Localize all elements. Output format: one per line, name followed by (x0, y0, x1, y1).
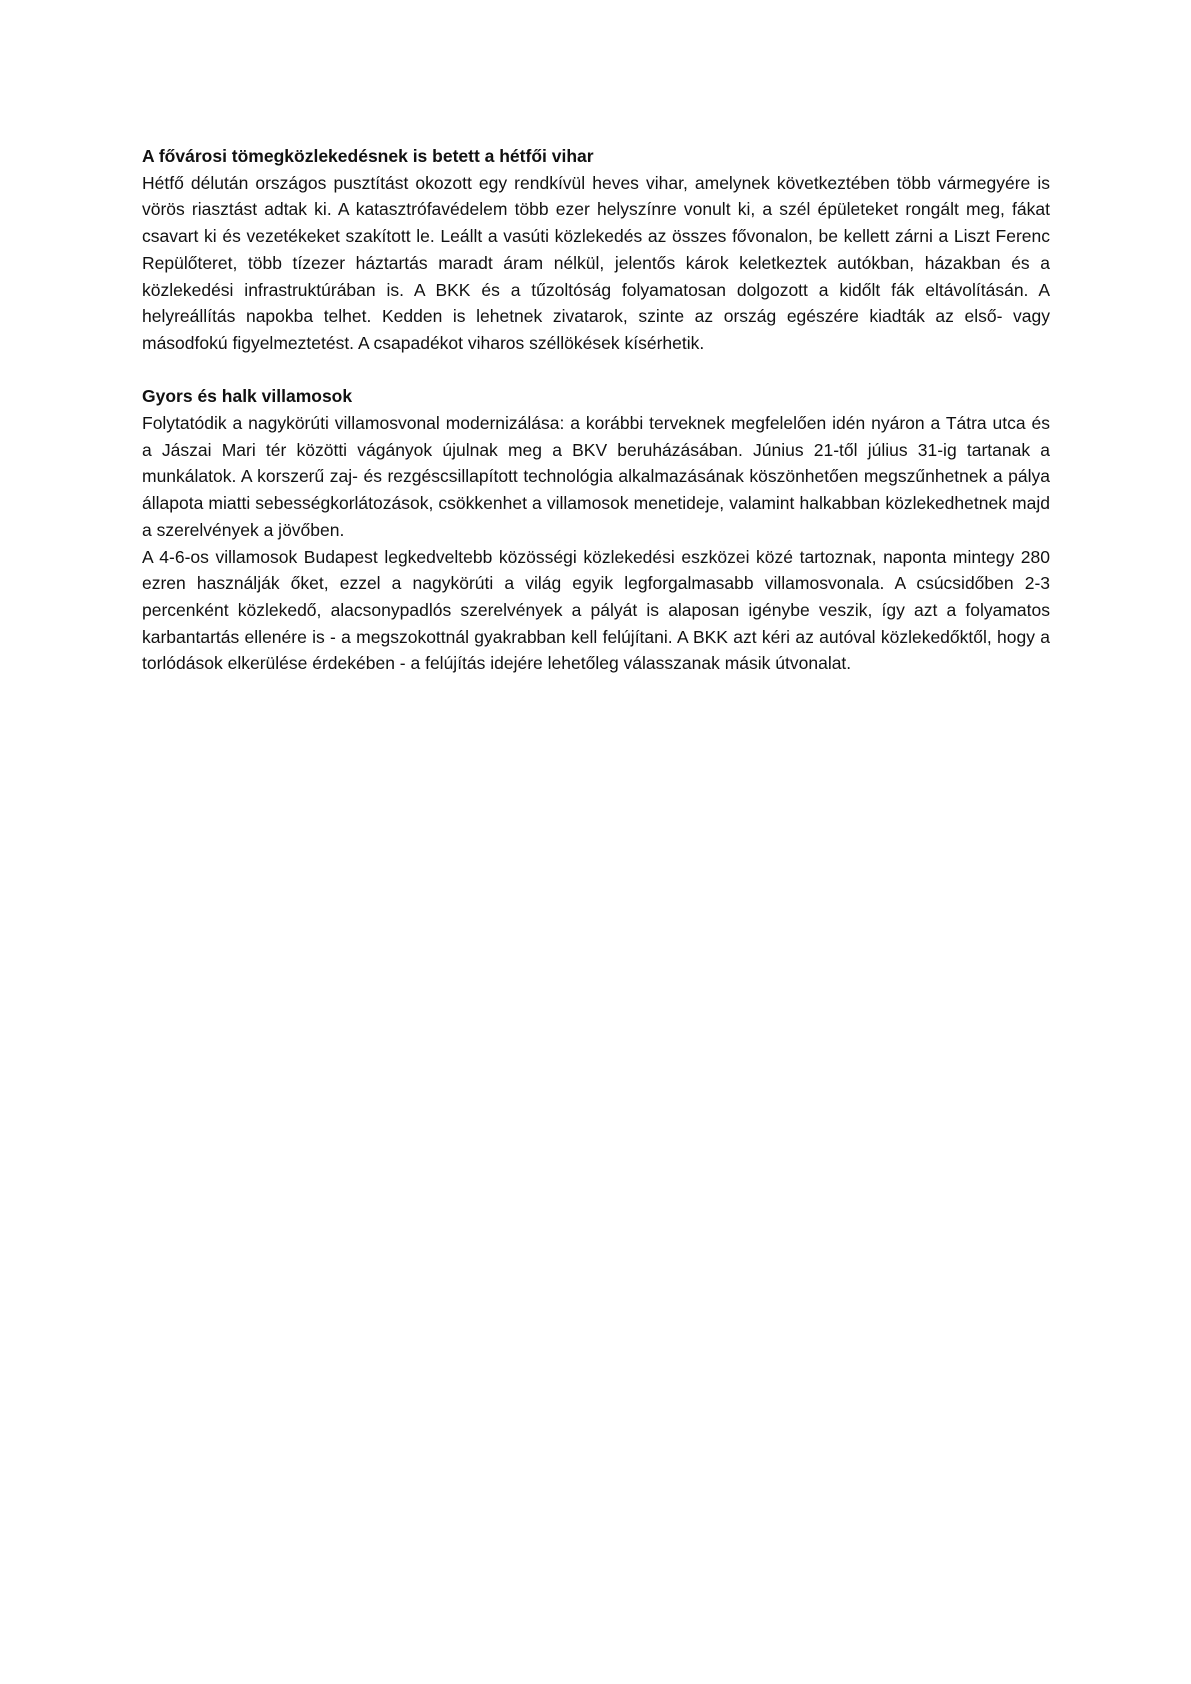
article-title: A fővárosi tömegközlekedésnek is betett a hétfői vihar (142, 146, 594, 166)
article-paragraph: Folytatódik a nagykörúti villamosvonal modernizálása: a korábbi terveknek megfelelően idén nyáron a Tátra utca és a Jászai Mari tér közötti vágányok újulnak meg a BKV beruházásában. Június 21-től július 31-ig tartanak a munkálatok. A korszerű zaj- és rezgéscsillapított technológia alkalmazásának köszönhetően megszűnhetnek a pálya állapota miatti sebességkorlátozások, csökkenhet a villamosok menetideje, valamint halkabban közlekedhetnek majd a szerelvények a jövőben. (142, 413, 1050, 540)
article-storm (142, 143, 1050, 357)
article-tram (142, 383, 1050, 677)
article-paragraph: Hétfő délután országos pusztítást okozott egy rendkívül heves vihar, amelynek következtében több vármegyére is vörös riasztást adtak ki. A katasztrófavédelem több ezer helyszínre vonult ki, a szél épületeket rongált meg, fákat csavart ki és vezetékeket szakított le. Leállt a vasúti közlekedés az összes fővonalon, be kellett zárni a Liszt Ferenc Repülőteret, több tízezer háztartás maradt áram nélkül, jelentős károk keletkeztek autókban, házakban és a közlekedési infrastruktúrában is. A BKK és a tűzoltóság folyamatosan dolgozott a kidőlt fák eltávolításán. A helyreállítás napokba telhet. Kedden is lehetnek zivatarok, szinte az ország egészére kiadták az első- vagy másodfokú figyelmeztetést. A csapadékot viharos széllökések kísérhetik. (142, 172, 1050, 353)
section-spacer (142, 357, 1050, 384)
document-page (142, 143, 1050, 677)
article-paragraph: A 4-6-os villamosok Budapest legkedveltebb közösségi közlekedési eszközei közé tartoznak, naponta mintegy 280 ezren használják őket, ezzel a nagykörúti a világ egyik legforgalmasabb villamosvonala. A csúcsidőben 2-3 percenként közlekedő, alacsonypadlós szerelvények a pályát is alaposan igénybe veszik, így azt a folyamatos karbantartás ellenére is - a megszokottnál gyakrabban kell felújítani. A BKK azt kéri az autóval közlekedőktől, hogy a torlódások elkerülése érdekében - a felújítás idejére lehetőleg válasszanak másik útvonalat. (142, 546, 1050, 674)
article-title: Gyors és halk villamosok (142, 386, 353, 407)
